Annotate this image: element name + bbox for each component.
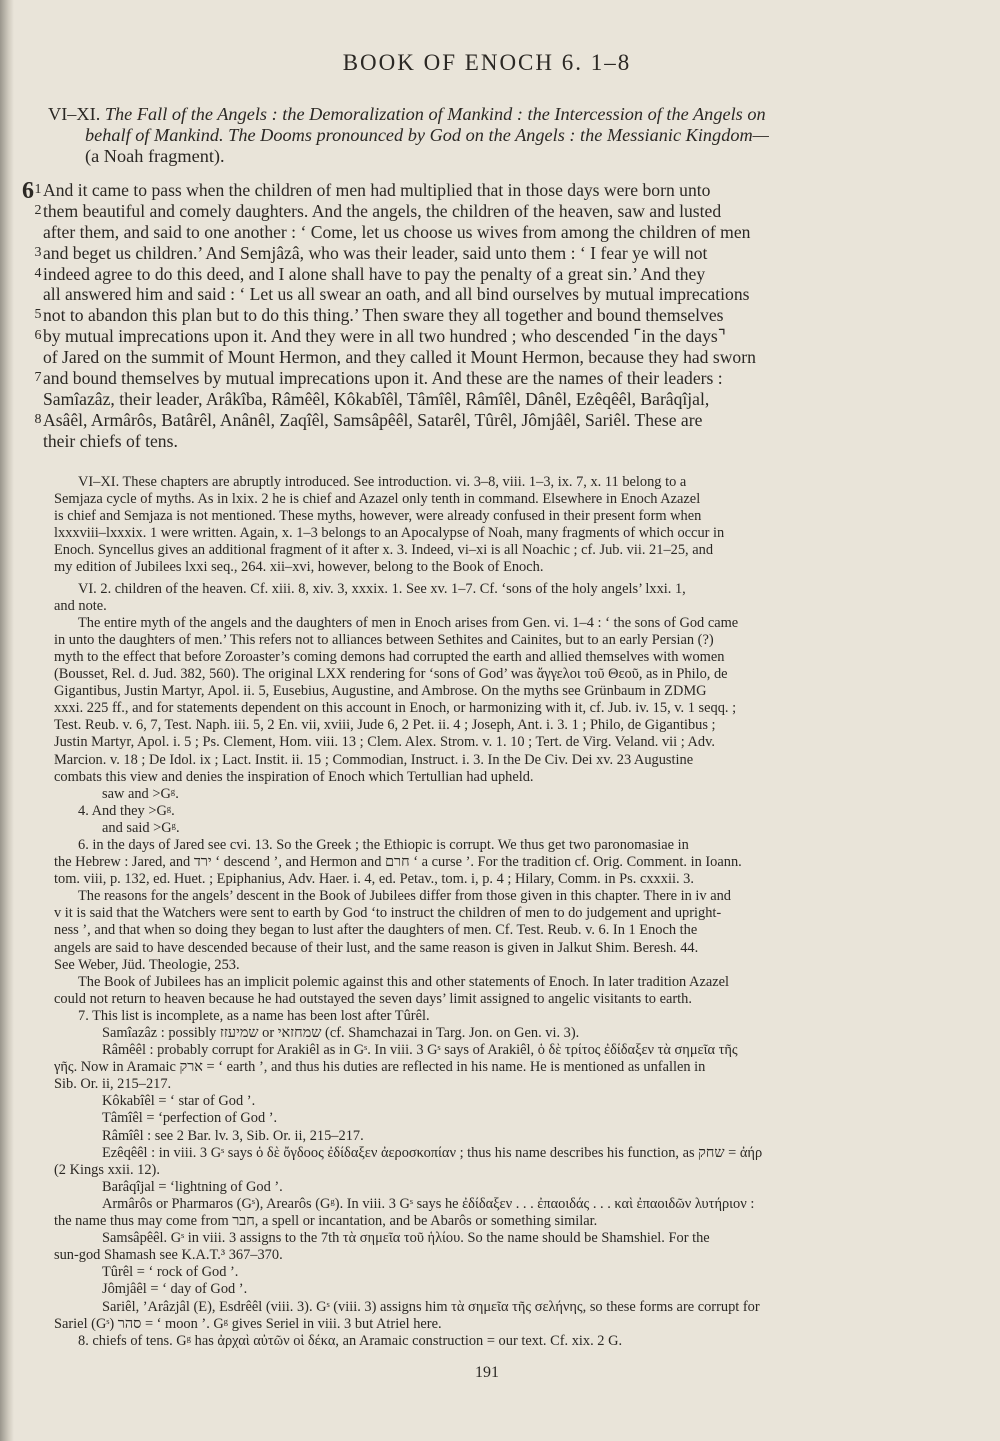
verse-number: 8 <box>34 411 42 427</box>
book-gutter-shadow <box>0 0 14 1441</box>
note-line: Gigantibus, Justin Martyr, Apol. ii. 5, Eusebius, Augustine, and Ambrose. On the myths see Grünbaum in ZDMG <box>54 683 707 700</box>
verse-number: 5 <box>34 307 42 323</box>
note-line: The Book of Jubilees has an implicit polemic against this and other statements of Enoch. In later tradition Azazel <box>78 973 730 990</box>
section-heading <box>48 104 943 167</box>
verse-text: them beautiful and comely daughters. And the angels, the children of the heaven, saw and lusted <box>43 200 722 221</box>
main-text-line <box>22 284 952 305</box>
main-text-line <box>22 222 952 243</box>
main-text-line <box>22 368 952 389</box>
note-line: Armârôs or Pharmaros (Gˢ), Arearôs (Gᵍ). In viii. 3 Gˢ says he ἐδίδαξεν . . . ἐπαοιδάς . . . καὶ ἐπαοιδῶν λυτήριον : <box>102 1195 755 1212</box>
note-line: Samîazâz : possibly שמיעזז or שמחזאי (cf. Shamchazai in Targ. Jon. on Gen. vi. 3). <box>102 1025 580 1041</box>
note-line: Sariel (Gˢ) סהר = ‘ moon ’. Gᵍ gives Seriel in viii. 3 but Atriel here. <box>54 1315 442 1332</box>
note-line: (2 Kings xxii. 12). <box>54 1161 160 1178</box>
main-text-line <box>22 243 952 264</box>
verse-number: 4 <box>34 265 42 281</box>
note-line: in unto the daughters of men.’ This refers not to alliances between Sethites and Cainites, but to an early Persian (?) <box>54 631 714 648</box>
note-line: Râmêêl : probably corrupt for Arakiêl as in Gˢ. In viii. 3 Gˢ says of Arakiêl, ὁ δὲ τρίτος ἐδίδαξεν τὰ σημεῖα τῆς <box>102 1042 738 1059</box>
page-number: 191 <box>475 1364 499 1381</box>
verse-text: all answered him and said : ‘ Let us all swear an oath, and all bind ourselves by mutual imprecations <box>43 284 750 305</box>
verse-number: 6 <box>34 328 42 344</box>
section-heading-line-3: (a Noah fragment). <box>85 146 225 166</box>
note-line: Ezêqêêl : in viii. 3 Gˢ says ὁ δὲ ὄγδοος ἐδίδαξεν ἀεροσκοπίαν ; thus his name describes his function, as שחק = ἀήρ <box>102 1144 763 1161</box>
chapter-number: 6 <box>22 178 34 204</box>
note-line: Tûrêl = ‘ rock of God ’. <box>102 1264 239 1281</box>
note-line: could not return to heaven because he had outstayed the seven days’ limit assigned to angelic visitants to earth. <box>54 990 692 1007</box>
main-text-line <box>22 410 952 431</box>
verse-text: And it came to pass when the children of men had multiplied that in those days were born unto <box>43 180 711 200</box>
note-line: v it is said that the Watchers were sent to earth by God ‘to instruct the children of men to do judgement and upright- <box>54 905 722 922</box>
note-line: sun-god Shamash see K.A.T.³ 367–370. <box>54 1247 283 1264</box>
note-line: See Weber, Jüd. Theologie, 253. <box>54 956 240 973</box>
note-line: is chief and Semjaza is not mentioned. These myths, however, were already confused in their present form when <box>54 508 702 525</box>
verse-text: by mutual imprecations upon it. And they were in all two hundred ; who descended ⌜in the days⌝ <box>43 326 726 347</box>
note-line: Justin Martyr, Apol. i. 5 ; Ps. Clement, Hom. viii. 13 ; Clem. Alex. Strom. v. 1. 10 ; Tert. de Virg. Veland. vii ; Adv. <box>54 734 715 751</box>
note-line: The reasons for the angels’ descent in the Book of Jubilees differ from those given in this chapter. There in iv and <box>78 888 731 905</box>
note-line: Sariêl, ’Arâzjâl (E), Esdrêêl (viii. 3). Gˢ (viii. 3) assigns him τὰ σημεῖα τῆς σελήνης, so these forms are corrupt for <box>102 1298 760 1315</box>
note-line: saw and >Gᵍ. <box>102 785 179 802</box>
main-text-line <box>22 264 952 285</box>
verse-text: of Jared on the summit of Mount Hermon, and they called it Mount Hermon, because they had sworn <box>43 347 756 368</box>
verse-text: not to abandon this plan but to do this thing.’ Then sware they all together and bound themselves <box>43 305 724 326</box>
verse-text: and bound themselves by mutual imprecations upon it. And these are the names of their leaders : <box>43 368 723 389</box>
note-line: the name thus may come from חבר, a spell or incantation, and be Abarôs or something similar. <box>54 1213 598 1230</box>
verse-text: their chiefs of tens. <box>43 430 178 451</box>
verse-number: 3 <box>34 244 42 260</box>
main-text-line <box>22 201 952 222</box>
note-line: and said >Gᵍ. <box>102 819 180 836</box>
note-line: γῆς. Now in Aramaic ארק = ‘ earth ’, and thus his duties are reflected in his name. He is mentioned as unfallen in <box>54 1059 706 1076</box>
verse-number: 7 <box>34 370 42 386</box>
note-line: Sib. Or. ii, 215–217. <box>54 1076 172 1093</box>
main-text-line <box>22 326 952 347</box>
note-line: 8. chiefs of tens. Gᵍ has ἀρχαὶ αὐτῶν οἱ δέκα, an Aramaic construction = our text. Cf. xix. 2 G. <box>78 1332 623 1349</box>
verse-text: indeed agree to do this deed, and I alone shall have to pay the penalty of a great sin.’ And they <box>43 263 706 284</box>
note-line: VI. 2. children of the heaven. Cf. xiii. 8, xiv. 3, xxxix. 1. See xv. 1–7. Cf. ‘sons of the holy angels’ lxxi. 1, <box>78 580 686 597</box>
note-line: tom. viii, p. 132, ed. Huet. ; Epiphanius, Adv. Haer. i. 4, ed. Petav., tom. i, p. 4 ; Hilary, Comm. in Ps. cxxxii. 3. <box>54 871 694 888</box>
main-text-line <box>22 389 952 410</box>
main-text-line <box>22 347 952 368</box>
note-line: and note. <box>54 597 107 614</box>
note-line: Samsâpêêl. Gˢ in viii. 3 assigns to the 7th τὰ σημεῖα τοῦ ἡλίου. So the name should be Shamshiel. For the <box>102 1230 710 1247</box>
book-page <box>22 0 952 1441</box>
main-text-line <box>22 180 952 201</box>
note-line: angels are said to have descended because of their lust, and the same reason is given in Jalkut Shim. Beresh. 44. <box>54 939 699 956</box>
note-line: Enoch. Syncellus gives an additional fragment of it after x. 3. Indeed, vi–xi is all Noachic ; cf. Jub. vii. 21–25, and <box>54 542 714 559</box>
running-head: BOOK OF ENOCH 6. 1–8 <box>342 50 632 75</box>
main-text-line <box>22 431 952 452</box>
note-line: 4. And they >Gᵍ. <box>78 802 175 819</box>
note-line: 6. in the days of Jared see cvi. 13. So the Greek ; the Ethiopic is corrupt. We thus get two paronomasiae in <box>78 836 689 853</box>
verse-text: after them, and said to one another : ‘ Come, let us choose us wives from among the children of men <box>43 221 751 242</box>
note-line: Marcion. v. 18 ; De Idol. ix ; Lact. Instit. ii. 15 ; Commodian, Instruct. i. 3. In the De Civ. Dei xv. 23 Augustine <box>54 751 694 768</box>
verse-text: Asâêl, Armârôs, Batârêl, Anânêl, Zaqîêl, Samsâpêêl, Satarêl, Tûrêl, Jômjâêl, Sariêl. These are <box>43 409 703 430</box>
commentary-notes <box>54 474 944 1350</box>
section-heading-line-2: behalf of Mankind. The Dooms pronounced by God on the Angels : the Messianic Kingdom— <box>85 125 769 145</box>
note-line: Kôkabîêl = ‘ star of God ’. <box>102 1093 256 1110</box>
main-text-line <box>22 305 952 326</box>
note-line: Tâmîêl = ‘perfection of God ’. <box>102 1110 278 1127</box>
verse-number: 1 <box>34 182 42 197</box>
section-heading-line-1: VI–XI. The Fall of the Angels : the Demoralization of Mankind : the Intercession of the Angels on <box>48 104 766 124</box>
verse-text: and beget us children.’ And Semjâzâ, who was their leader, said unto them : ‘ I fear ye will not <box>43 242 708 263</box>
note-line: Râmîêl : see 2 Bar. lv. 3, Sib. Or. ii, 215–217. <box>102 1127 364 1144</box>
note-line: xxxi. 225 ff., and for statements dependent on this account in Enoch, or harmonizing with it, cf. Jub. iv. 15, v. 1 seqq. ; <box>54 700 737 717</box>
main-text <box>22 180 952 452</box>
note-line: (Bousset, Rel. d. Jud. 382, 560). The original LXX rendering for ‘sons of God’ was ἄγγελοι τοῦ Θεοῦ, as in Philo, de <box>54 666 728 683</box>
verse-text: Samîazâz, their leader, Arâkîba, Râmêêl, Kôkabîêl, Tâmîêl, Râmîêl, Dânêl, Ezêqêêl, Barâqîjal, <box>43 388 710 409</box>
note-line: lxxxviii–lxxxix. 1 were written. Again, x. 1–3 belongs to an Apocalypse of Noah, many fragments of which occur in <box>54 525 725 542</box>
note-line: 7. This list is incomplete, as a name has been lost after Tûrêl. <box>78 1007 430 1024</box>
note-line: VI–XI. These chapters are abruptly introduced. See introduction. vi. 3–8, viii. 1–3, ix. 7, x. 11 belong to a <box>78 474 687 490</box>
note-line: the Hebrew : Jared, and ירד ‘ descend ’, and Hermon and חרם ‘ a curse ’. For the tradition cf. Orig. Comment. in Ioann. <box>54 854 742 871</box>
note-line: combats this view and denies the inspiration of Enoch which Tertullian had upheld. <box>54 768 534 785</box>
note-line: Jômjâêl = ‘ day of God ’. <box>102 1281 248 1298</box>
note-line: The entire myth of the angels and the daughters of men in Enoch arises from Gen. vi. 1–4 : ‘ the sons of God came <box>78 614 739 631</box>
note-line: Barâqîjal = ‘lightning of God ’. <box>102 1178 283 1195</box>
note-line: my edition of Jubilees lxxi seq., 264. xii–xvi, however, belong to the Book of Enoch. <box>54 559 544 576</box>
note-line: myth to the effect that before Zoroaster’s coming demons had corrupted the earth and allied themselves with women <box>54 648 725 665</box>
note-line: Test. Reub. v. 6, 7, Test. Naph. iii. 5, 2 En. vii, xviii, Jude 6, 2 Pet. ii. 4 ; Joseph, Ant. i. 3. 1 ; Philo, de Gigantibus ; <box>54 717 716 734</box>
note-line: ness ’, and that when so doing they began to lust after the daughters of men. Cf. Test. Reub. v. 6. In 1 Enoch the <box>54 922 698 939</box>
note-line: Semjaza cycle of myths. As in lxix. 2 he is chief and Azazel only tenth in command. Elsewhere in Enoch Azazel <box>54 491 701 508</box>
verse-number: 2 <box>34 202 42 218</box>
